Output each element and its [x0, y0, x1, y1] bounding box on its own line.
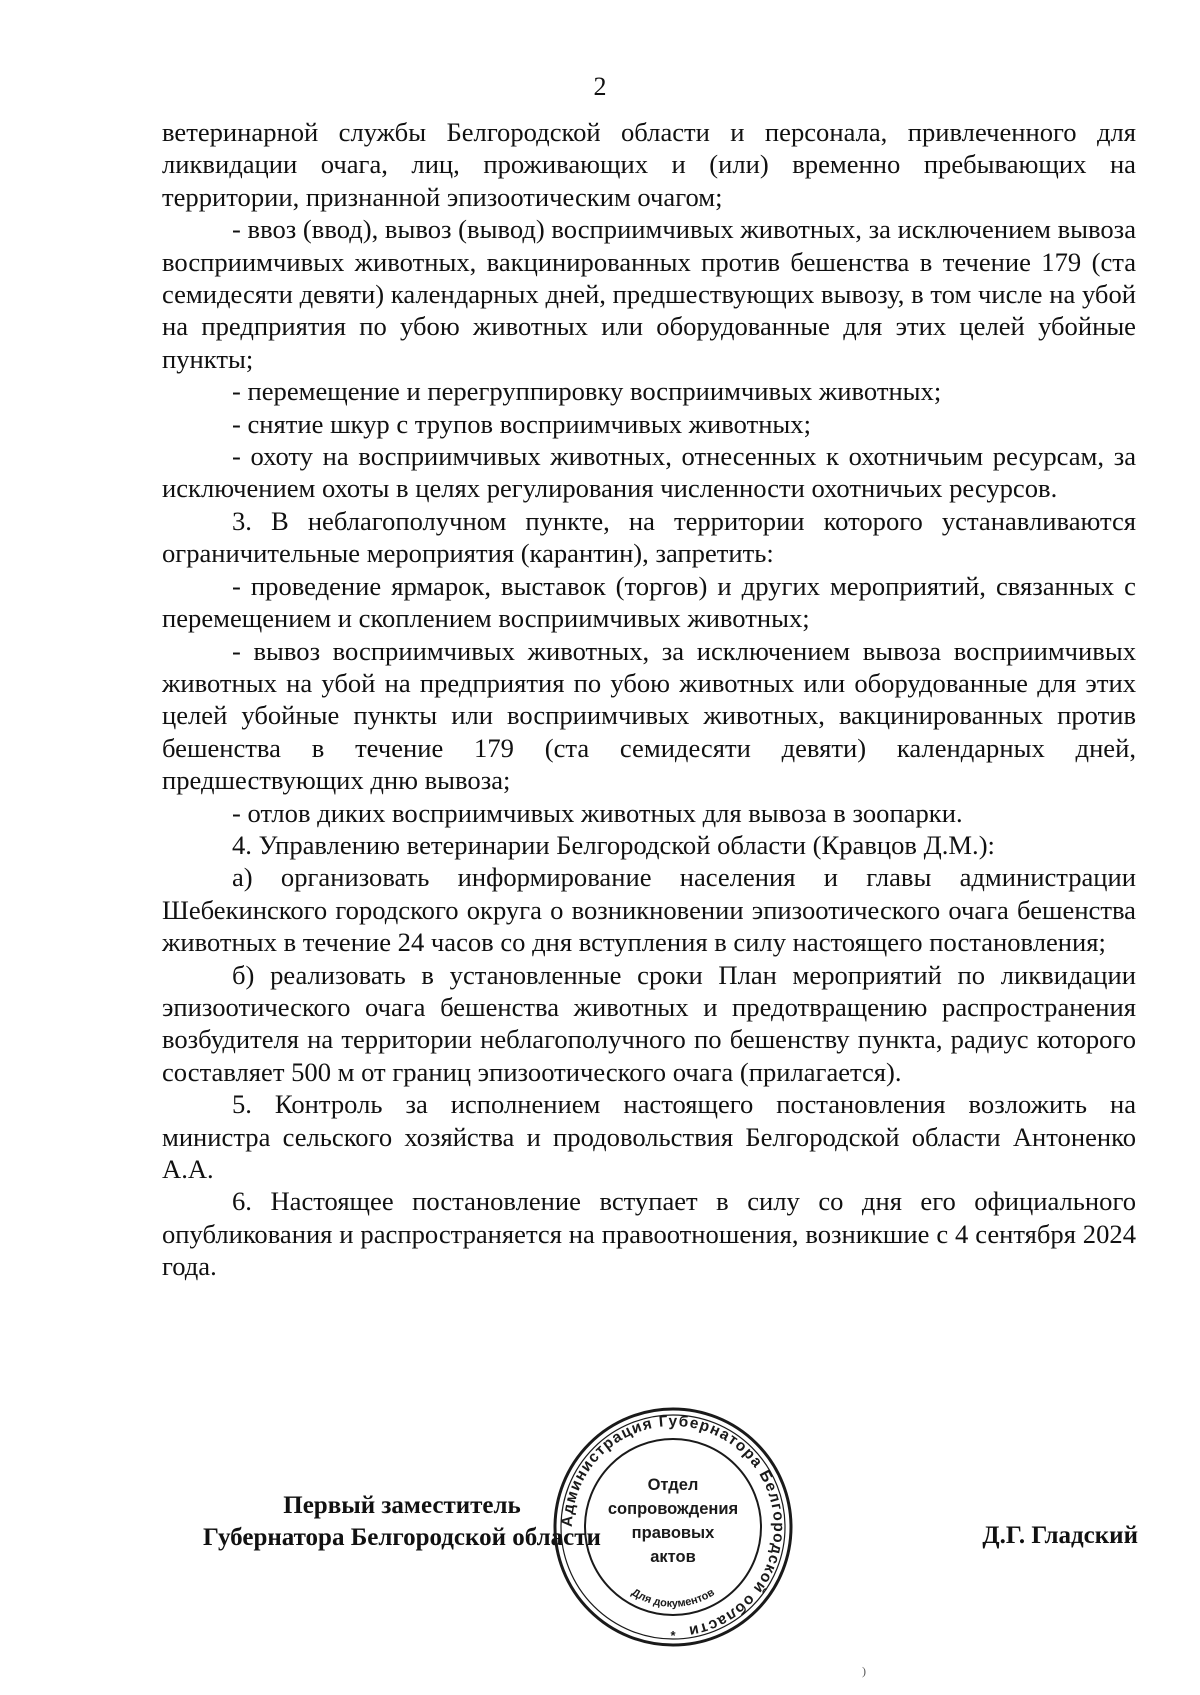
paragraph: а) организовать информирование населения и главы администрации Шебекинского городского округа о возникновении эпизоотического очага бешенства животных в течение 24 часов со дня вступления в силу настоящего постановления;	[162, 862, 1136, 958]
stamp-inner-line: Отдел	[647, 1476, 699, 1494]
scan-artifact-mark: )	[862, 1664, 866, 1678]
paragraph: б) реализовать в установленные сроки План мероприятий по ликвидации эпизоотического очага бешенства животных и предотвращению распространения возбудителя на территории неблагополучного по бешенству пункта, радиус которого составляет 500 м от границ эпизоотического очага (прилагается).	[162, 959, 1136, 1087]
stamp-star: *	[670, 1628, 676, 1643]
paragraph: 3. В неблагополучном пункте, на территории которого устанавливаются ограничительные мероприятия (карантин), запретить:	[162, 505, 1136, 569]
paragraph: 4. Управлению ветеринарии Белгородской области (Кравцов Д.М.):	[232, 829, 995, 860]
stamp-inner-line: сопровождения	[607, 1500, 739, 1518]
stamp-inner-line: правовых	[631, 1524, 715, 1542]
paragraph: - снятие шкур с трупов восприимчивых животных;	[232, 408, 811, 439]
paragraph: - перемещение и перегруппировку восприимчивых животных;	[232, 376, 942, 407]
paragraph: - отлов диких восприимчивых животных для вывоза в зоопарки.	[232, 797, 963, 828]
stamp-bottom-text: Для документов	[629, 1586, 717, 1610]
paragraph: - ввоз (ввод), вывоз (вывод) восприимчивых животных, за исключением вывоза восприимчивых животных, вакцинированных против бешенства в течение 179 (ста семидесяти девяти) календарных дней, предшествующих вывозу, в том числе на убой на предприятия по убою животных или оборудованные для этих целей убойные пункты;	[162, 214, 1136, 374]
stamp-outer-text: Администрация Губернатора Белгородской области	[558, 1412, 788, 1640]
paragraph: - охоту на восприимчивых животных, отнесенных к охотничьим ресурсам, за исключением охоты в целях регулирования численности охотничьих ресурсов.	[162, 441, 1136, 504]
svg-text:Для документов	[629, 1586, 717, 1610]
document-body	[162, 116, 1136, 1283]
paragraph: 5. Контроль за исполнением настоящего постановления возложить на министра сельского хозяйства и продовольствия Белгородской области Антоненко А.А.	[162, 1089, 1136, 1184]
official-seal-stamp	[548, 1402, 798, 1652]
paragraph: - вывоз восприимчивых животных, за исключением вывоза восприимчивых животных на убой на предприятия по убою животных или оборудованные для этих целей убойные пункты или восприимчивых животных, вакцинированных против бешенства в течение 179 (ста семидесяти девяти) календарных дней, предшествующих дню вывоза;	[162, 635, 1136, 796]
paragraph: ветеринарной службы Белгородской области и персонала, привлеченного для ликвидации очага, лиц, проживающих и (или) временно пребывающих на территории, признанной эпизоотическим очагом;	[162, 117, 1136, 212]
page-number: 2	[593, 72, 607, 101]
paragraph: - проведение ярмарок, выставок (торгов) и других мероприятий, связанных с перемещением и скоплением восприимчивых животных;	[162, 570, 1136, 634]
signatory-name: Д.Г. Гладский	[982, 1522, 1138, 1549]
signatory-position-line: Губернатора Белгородской области	[203, 1524, 601, 1551]
paragraph: 6. Настоящее постановление вступает в силу со дня его официального опубликования и распространяется на правоотношения, возникшие с 4 сентября 2024 года.	[162, 1186, 1136, 1282]
signatory-position-line: Первый заместитель	[283, 1492, 521, 1519]
stamp-inner-line: актов	[650, 1548, 696, 1566]
